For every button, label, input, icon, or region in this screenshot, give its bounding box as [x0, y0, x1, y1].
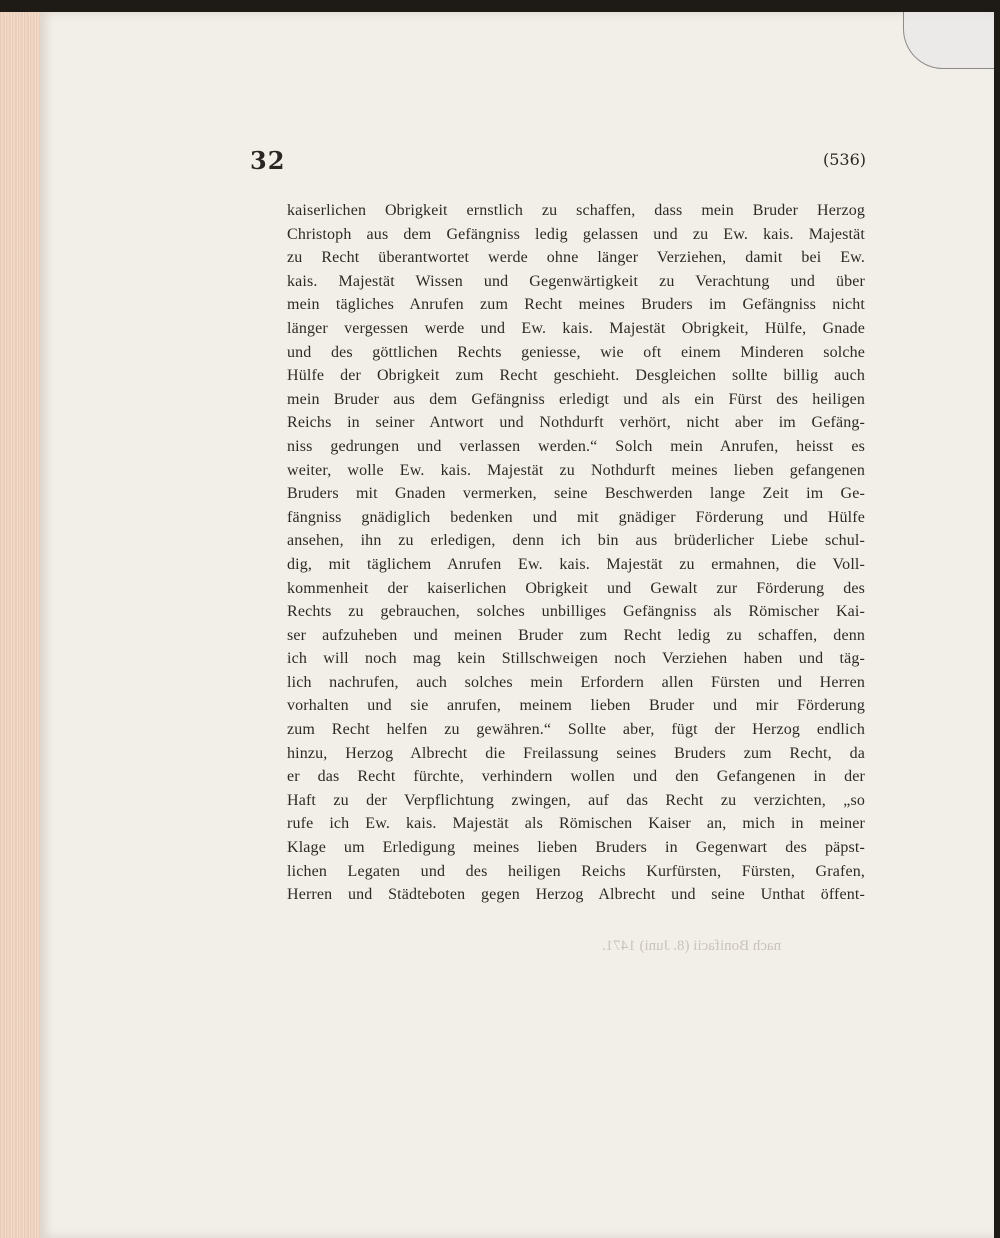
text-line: lichen Legaten und des heiligen Reichs Kurfürsten, Fürsten, Grafen, [287, 862, 865, 880]
text-line: mein Bruder aus dem Gefängniss erledigt und als ein Fürst des heiligen [287, 390, 865, 408]
text-line: fängniss gnädiglich bedenken und mit gnädiger Förderung und Hülfe [287, 508, 865, 526]
text-line: kaiserlichen Obrigkeit ernstlich zu schaffen, dass mein Bruder Herzog [287, 202, 865, 219]
text-line: zum Recht helfen zu gewähren.“ Sollte aber, fügt der Herzog endlich [287, 721, 865, 739]
bleed-through-text: nach Bonifacii (8. Juni) 1471. [602, 938, 782, 954]
text-line: rufe ich Ew. kais. Majestät als Römischen Kaiser an, mich in meiner [287, 815, 865, 833]
text-line: zu Recht überantwortet werde ohne länger Verziehen, damit bei Ew. [287, 249, 865, 267]
body-text [287, 199, 865, 907]
text-line: dig, mit täglichem Anrufen Ew. kais. Majestät zu ermahnen, die Voll- [287, 555, 865, 573]
page-number: 32 [250, 146, 286, 175]
text-line: kommenheit der kaiserlichen Obrigkeit und Gewalt zur Förderung des [287, 579, 865, 597]
text-line: mein tägliches Anrufen zum Recht meines Bruders im Gefängniss nicht [287, 296, 865, 314]
text-line: ansehen, ihn zu erledigen, denn ich bin aus brüderlicher Liebe schul- [287, 532, 865, 550]
text-line: lich nachrufen, auch solches mein Erfordern allen Fürsten und Herren [287, 673, 865, 691]
page-corner-clip [903, 12, 994, 69]
text-line: und des göttlichen Rechts geniesse, wie oft einem Minderen solche [287, 343, 865, 361]
text-line: Christoph aus dem Gefängniss ledig gelassen und zu Ew. kais. Majestät [287, 225, 865, 243]
text-line: Haft zu der Verpflichtung zwingen, auf das Recht zu verzichten, „so [287, 791, 865, 809]
text-line: länger vergessen werde und Ew. kais. Majestät Obrigkeit, Hülfe, Gnade [287, 319, 865, 337]
text-line: Hülfe der Obrigkeit zum Recht geschieht. Desgleichen sollte billig auch [287, 367, 865, 385]
text-line: niss gedrungen und verlassen werden.“ Solch mein Anrufen, heisst es [287, 437, 865, 455]
page-stack-edges [0, 12, 44, 1238]
text-line: Rechts zu gebrauchen, solches unbilliges Gefängniss als Römischer Kai- [287, 603, 865, 621]
text-line: Herren und Städteboten gegen Herzog Albrecht und seine Unthat öffent- [287, 886, 865, 904]
text-line: Reichs in seiner Antwort und Nothdurft verhört, nicht aber im Gefäng- [287, 414, 865, 432]
text-line: Klage um Erledigung meines lieben Bruders in Gegenwart des päpst- [287, 839, 865, 857]
text-line: ich will noch mag kein Stillschweigen noch Verziehen haben und täg- [287, 650, 865, 668]
text-line: ser aufzuheben und meinen Bruder zum Recht ledig zu schaffen, denn [287, 626, 865, 644]
text-line: kais. Majestät Wissen und Gegenwärtigkeit zu Verachtung und über [287, 272, 865, 290]
text-line: Bruders mit Gnaden vermerken, seine Beschwerden lange Zeit im Ge- [287, 485, 865, 503]
text-line: er das Recht fürchte, verhindern wollen und den Gefangenen in der [287, 768, 865, 786]
original-page-number: (536) [822, 150, 866, 169]
text-line: vorhalten und sie anrufen, meinem lieben Bruder und mir Förderung [287, 697, 865, 715]
text-line: weiter, wolle Ew. kais. Majestät zu Nothdurft meines lieben gefangenen [287, 461, 865, 479]
text-line: hinzu, Herzog Albrecht die Freilassung seines Bruders zum Recht, da [287, 744, 865, 762]
